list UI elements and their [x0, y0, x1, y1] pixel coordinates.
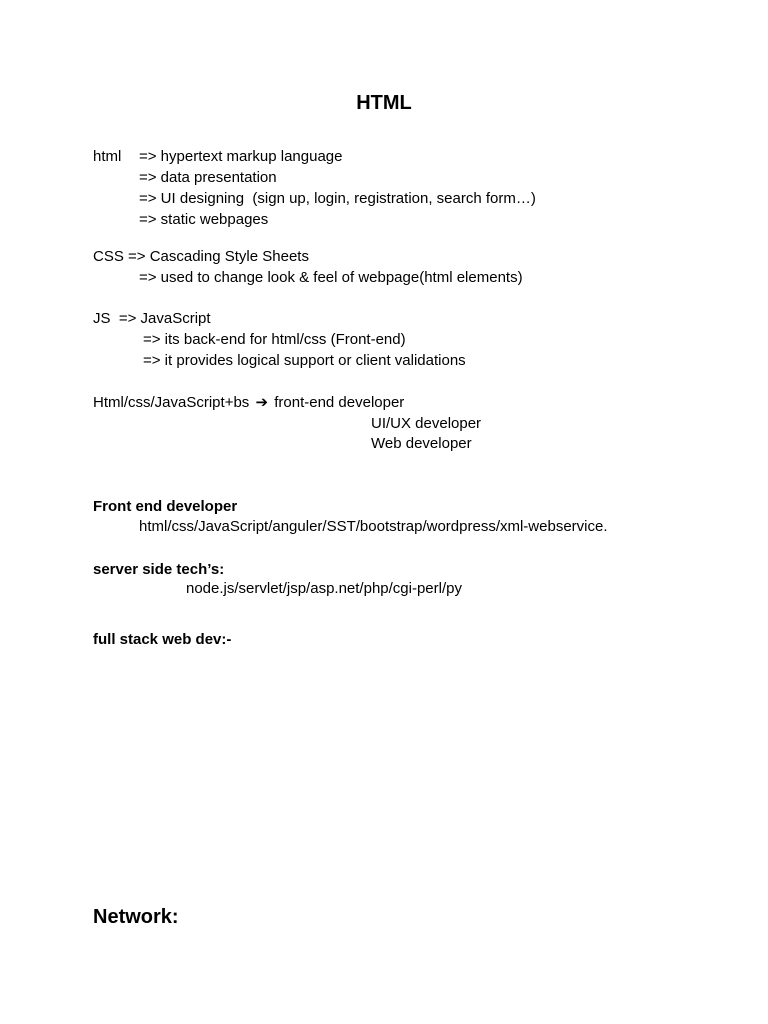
roles-lead: Html/css/JavaScript+bs: [93, 394, 250, 411]
css-lead: CSS => Cascading Style Sheets: [93, 248, 309, 265]
js-line-1: => its back-end for html/css (Front-end): [143, 331, 406, 348]
role-item-1: front-end developer: [274, 394, 405, 411]
html-line-1: => hypertext markup language: [139, 148, 343, 165]
html-line-3: => UI designing (sign up, login, registration, search form…): [139, 190, 536, 207]
front-end-stack: html/css/JavaScript/anguler/SST/bootstrap/wordpress/xml-webservice.: [139, 518, 608, 535]
server-side-stack: node.js/servlet/jsp/asp.net/php/cgi-perl/py: [186, 580, 462, 597]
page-title: HTML: [356, 92, 412, 114]
full-stack-heading: full stack web dev:-: [93, 631, 232, 648]
html-line-2: => data presentation: [139, 169, 277, 186]
front-end-heading: Front end developer: [93, 498, 238, 515]
css-line-1: => used to change look & feel of webpage(html elements): [139, 269, 523, 286]
role-item-3: Web developer: [371, 435, 472, 452]
js-lead: JS => JavaScript: [93, 310, 211, 327]
role-item-2: UI/UX developer: [371, 415, 482, 432]
js-line-2: => it provides logical support or client validations: [143, 352, 466, 369]
roles-line: [93, 394, 404, 412]
html-term: html: [93, 148, 122, 165]
server-side-heading: server side tech’s:: [93, 561, 225, 578]
right-arrow-icon: ➔: [255, 394, 269, 411]
network-heading: Network:: [93, 906, 179, 928]
html-line-4: => static webpages: [139, 211, 269, 228]
